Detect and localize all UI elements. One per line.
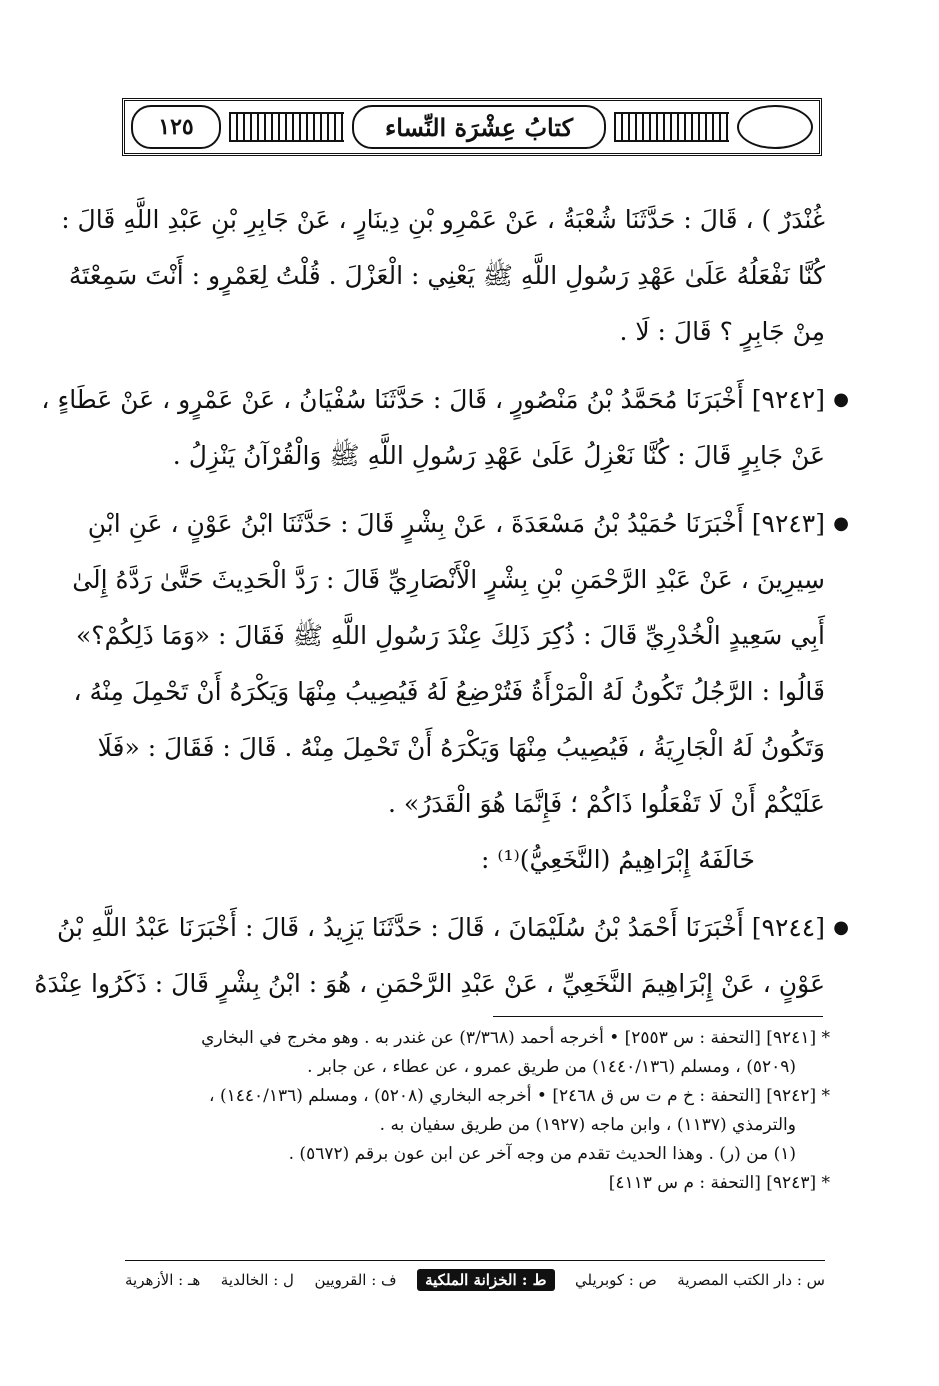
main-text — [34, 192, 849, 1012]
footnotes — [125, 1024, 830, 1198]
section-caption: خَالَفَهُ إِبْرَاهِيمُ (النَّخَعِيُّ)⁽¹⁾ : — [481, 845, 755, 874]
book-title: كتابُ عِشْرَة النِّساء — [352, 105, 606, 149]
text-line: عَنْ جَابِرٍ قَالَ : كُنَّا نَعْزِلُ عَلَىٰ عَهْدِ رَسُولِ اللَّهِ ﷺ وَالْقُرْآنُ يَنْزِلُ . — [172, 441, 825, 470]
text-line: أَبِي سَعِيدٍ الْخُدْرِيِّ قَالَ : ذُكِرَ ذَلِكَ عِنْدَ رَسُولِ اللَّهِ ﷺ فَقَالَ : «وَمَا ذَلِكُمْ؟» — [76, 621, 825, 650]
footnote-separator — [493, 1016, 823, 1017]
siglum: ف : القرويين — [314, 1271, 397, 1289]
publisher-emblem — [737, 105, 813, 149]
page-header — [122, 98, 822, 156]
siglum: س : دار الكتب المصرية — [677, 1271, 825, 1289]
text-line: غُنْدَرٌ ) ، قَالَ : حَدَّثَنَا شُعْبَةُ ، عَنْ عَمْرِو بْنِ دِينَارٍ ، عَنْ جَابِرِ بْنِ عَبْدِ اللَّهِ قَالَ : — [61, 205, 825, 234]
text-line: عَلَيْكُمْ أَنْ لَا تَفْعَلُوا ذَاكُمْ ؛ فَإِنَّمَا هُوَ الْقَدَرُ» . — [388, 789, 825, 818]
text-line: قَالُوا : الرَّجُلُ تَكُونُ لَهُ الْمَرْأَةُ فَتُرْضِعُ لَهُ فَيُصِيبُ مِنْهَا وَيَكْرَهُ أَنْ تَحْمِلَ مِنْهُ ، — [73, 677, 825, 706]
sigla-separator — [125, 1260, 825, 1261]
text-line: [٩٢٤٣] أَخْبَرَنَا حُمَيْدُ بْنُ مَسْعَدَةَ ، عَنْ بِشْرٍ قَالَ : حَدَّثَنَا ابْنُ عَوْنٍ ، عَنِ ابْنِ — [87, 509, 825, 538]
footnote-line: (٥٢٠٩) ، ومسلم (١٤٤٠/١٣٦) من طريق عمرو ، عن عطاء ، عن جابر . — [307, 1057, 796, 1077]
siglum: هـ : الأزهرية — [125, 1271, 201, 1289]
bullet-icon: ● — [833, 389, 849, 410]
siglum-highlighted: ط : الخزانة الملكية — [417, 1269, 554, 1291]
text-line: وَتَكُونُ لَهُ الْجَارِيَةُ ، فَيُصِيبُ مِنْهَا وَيَكْرَهُ أَنْ تَحْمِلَ مِنْهُ . قَالَ : فَقَالَ : «فَلَا — [97, 733, 825, 762]
bullet-icon: ● — [833, 917, 849, 938]
hadith-9242 — [41, 372, 849, 484]
header-ornament-right — [614, 112, 729, 142]
text-line: عَوْنٍ ، عَنْ إِبْرَاهِيمَ النَّخَعِيِّ ، عَنْ عَبْدِ الرَّحْمَنِ ، هُوَ : ابْنُ بِشْرٍ قَالَ : ذَكَرُوا عِنْدَهُ — [34, 969, 825, 998]
manuscript-sigla — [125, 1265, 825, 1295]
text-line: مِنْ جَابِرٍ ؟ قَالَ : لَا . — [619, 317, 825, 346]
paragraph-9241-cont — [61, 192, 825, 360]
text-line: [٩٢٤٤] أَخْبَرَنَا أَحْمَدُ بْنُ سُلَيْمَانَ ، قَالَ : حَدَّثَنَا يَزِيدُ ، قَالَ : أَخْبَرَنَا عَبْدُ اللَّهِ بْنُ — [57, 913, 825, 942]
page-number: ١٢٥ — [131, 105, 221, 149]
siglum: ص : كوبريلي — [575, 1271, 657, 1289]
footnote-line: * [٩٢٤١] [التحفة : س ٢٥٥٣] • أخرجه أحمد (٣/٣٦٨) عن غندر به . وهو مخرج في البخاري — [201, 1028, 830, 1048]
header-ornament-left — [229, 112, 344, 142]
footnote-line: (١) من (ر) . وهذا الحديث تقدم من وجه آخر عن ابن عون برقم (٥٦٧٢) . — [288, 1144, 796, 1164]
siglum: ل : الخالدية — [220, 1271, 294, 1289]
footnote-line: والترمذي (١١٣٧) ، وابن ماجه (١٩٢٧) من طريق سفيان به . — [379, 1115, 796, 1135]
text-line: كُنَّا نَفْعَلُهُ عَلَىٰ عَهْدِ رَسُولِ اللَّهِ ﷺ يَعْنِي : الْعَزْلَ . قُلْتُ لِعَمْرٍو : أَنْتَ سَمِعْتَهُ — [68, 261, 825, 290]
text-line: [٩٢٤٢] أَخْبَرَنَا مُحَمَّدُ بْنُ مَنْصُورٍ ، قَالَ : حَدَّثَنَا سُفْيَانُ ، عَنْ عَمْرٍو ، عَنْ عَطَاءٍ ، — [41, 385, 825, 414]
footnote-line: * [٩٢٤٣] [التحفة : م س ٤١١٣] — [608, 1173, 830, 1193]
footnote-line: * [٩٢٤٢] [التحفة : خ م ت س ق ٢٤٦٨] • أخرجه البخاري (٥٢٠٨) ، ومسلم (١٤٤٠/١٣٦) ، — [209, 1086, 830, 1106]
bullet-icon: ● — [833, 513, 849, 534]
text-line: سِيرِينَ ، عَنْ عَبْدِ الرَّحْمَنِ بْنِ بِشْرٍ الْأَنْصَارِيِّ قَالَ : رَدَّ الْحَدِيثَ حَتَّىٰ رَدَّهُ إِلَىٰ — [72, 565, 825, 594]
hadith-9244 — [34, 900, 849, 1012]
hadith-9243 — [72, 496, 849, 832]
